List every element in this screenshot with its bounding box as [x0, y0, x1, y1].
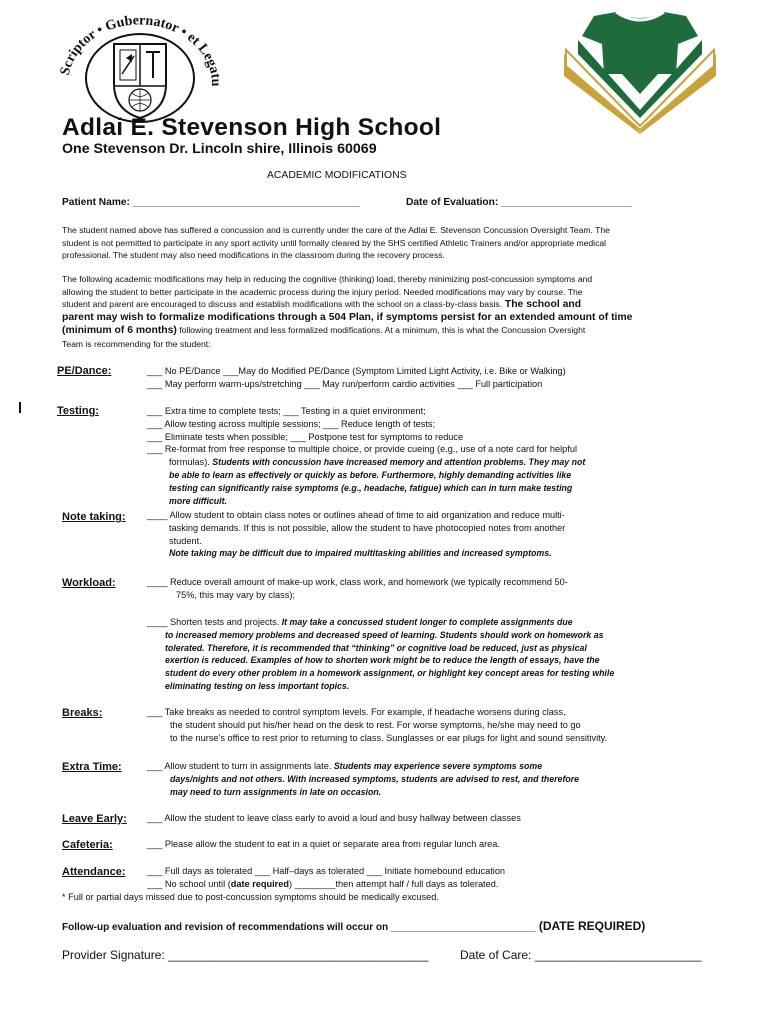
- pe-option-line[interactable]: ___ May perform warm-ups/stretching ___ May run/perform cardio activities ___ Full participation: [147, 378, 543, 389]
- intro1-line: professional. The student may also need modifications in the classroom during the recovery process.: [62, 250, 445, 261]
- date-of-evaluation-field[interactable]: Date of Evaluation: _______________________: [406, 197, 632, 208]
- note-option-line[interactable]: ____ Allow student to obtain class notes or outlines ahead of time to aid organization and reduce multi-: [147, 510, 565, 520]
- note-option-line: tasking demands. If this is not possible, allow the student to have photocopied notes from another: [169, 522, 566, 533]
- follow-up-text: Follow-up evaluation and revision of recommendations will occur on __________________________: [62, 922, 536, 933]
- school-seal-logo: [52, 14, 224, 124]
- extra-time-label: Extra Time:: [62, 761, 122, 773]
- attendance-footnote: * Full or partial days missed due to post-concussion symptoms should be medically excused.: [62, 892, 439, 902]
- intro2-line: following treatment and less formalized modifications. At a minimum, this is what the Concussion Oversight: [176, 325, 586, 336]
- workload-option-line[interactable]: ____ Shorten tests and projects.: [147, 617, 280, 627]
- workload-note: eliminating testing on less important topics.: [165, 680, 350, 691]
- workload-note: It may take a concussed student longer to complete assignments due: [279, 617, 573, 627]
- testing-label: Testing:: [57, 405, 99, 417]
- note-option-line: student.: [169, 535, 202, 546]
- date-of-care-field[interactable]: Date of Care: _________________________: [460, 948, 702, 962]
- attendance-option-line[interactable]: ___ No school until (: [147, 878, 231, 889]
- form-title: ACADEMIC MODIFICATIONS: [267, 170, 407, 181]
- attendance-option-line[interactable]: ___ Full days as tolerated ___ Half–days as tolerated ___ Initiate homebound education: [147, 866, 506, 876]
- intro1-line: The student named above has suffered a concussion and is currently under the care of the Adlai E. Stevenson Concussion Oversight Team. The: [62, 225, 610, 235]
- intro-paragraph-2: [62, 273, 722, 351]
- intro2-line: Team is recommending for the student:: [62, 338, 211, 349]
- margin-mark: [19, 402, 21, 413]
- intro2-line: allowing the student to better participate in the academic process during the injury period. Needed modifications may vary by course. The: [62, 286, 583, 297]
- breaks-option-line: to the nurse’s office to rest prior to returning to class. Sunglasses or ear plugs for light and sound sensitivity.: [170, 732, 608, 743]
- breaks-option-line: the student should put his/her head on the desk to rest. For worse symptoms, he/she may need to go: [170, 719, 581, 730]
- attendance-label: Attendance:: [62, 866, 126, 878]
- patient-name-field[interactable]: Patient Name: ________________________________________: [62, 197, 360, 208]
- extra-time-option-line[interactable]: ___ Allow student to turn in assignments late.: [147, 761, 332, 771]
- workload-note: tolerated. Therefore, it is recommended that “thinking” or cognitive load be reduced, just as physical: [165, 642, 587, 653]
- school-address: One Stevenson Dr. Lincoln shire, Illinois 60069: [62, 141, 377, 157]
- breaks-label: Breaks:: [62, 707, 103, 719]
- testing-option-line[interactable]: ___ Extra time to complete tests; ___ Testing in a quiet environment;: [147, 406, 426, 416]
- extra-time-note: days/nights and not others. With increased symptoms, students are advised to rest, and therefore: [170, 773, 580, 784]
- cafeteria-option[interactable]: ___ Please allow the student to eat in a quiet or separate area from regular lunch area.: [147, 839, 500, 849]
- leave-early-option[interactable]: ___ Allow the student to leave class early to avoid a loud and busy hallway between classes: [147, 813, 521, 823]
- breaks-options: [147, 706, 607, 744]
- testing-option-line: formulas).: [169, 457, 210, 468]
- testing-options: [147, 405, 585, 507]
- follow-up-line[interactable]: [62, 917, 645, 935]
- extra-time-note: may need to turn assignments in late on occasion.: [170, 786, 382, 797]
- intro-paragraph-1: [62, 224, 722, 262]
- workload-option-line: 75%, this may vary by class);: [176, 589, 295, 600]
- cafeteria-label: Cafeteria:: [62, 839, 113, 851]
- testing-option-line[interactable]: ___ Eliminate tests when possible; ___ Postpone test for symptoms to reduce: [147, 431, 464, 442]
- pe-option-line[interactable]: ___ No PE/Dance ___May do Modified PE/Dance (Symptom Limited Light Activity, i.e. Bike or Walking): [147, 366, 566, 376]
- note-taking-note: Note taking may be difficult due to impaired multitasking abilities and increased symptoms.: [169, 548, 552, 559]
- testing-option-line[interactable]: ___ Allow testing across multiple sessions; ___ Reduce length of tests;: [147, 418, 436, 429]
- extra-time-note: Students may experience severe symptoms some: [331, 761, 543, 771]
- workload-options-2: [147, 616, 614, 693]
- breaks-option-line[interactable]: ___ Take breaks as needed to control symptom levels. For example, if headache worsens during class,: [147, 707, 566, 717]
- note-taking-label: Note taking:: [62, 511, 126, 523]
- testing-note: more difficult.: [169, 495, 228, 506]
- attendance-options: [147, 865, 505, 891]
- intro2-line: The following academic modifications may help in reducing the cognitive (thinking) load, thereby minimizing post-concussion symptoms and: [62, 274, 593, 284]
- date-required-text: date required: [230, 878, 289, 889]
- chevron-logo: [560, 10, 720, 134]
- note-taking-options: [147, 509, 565, 560]
- extra-time-options: [147, 760, 579, 798]
- provider-signature-field[interactable]: Provider Signature: _______________________________________: [62, 948, 429, 962]
- pe-dance-label: PE/Dance:: [57, 365, 112, 377]
- workload-label: Workload:: [62, 577, 116, 589]
- workload-options-1: [147, 576, 568, 602]
- svg-text:Scriptor • Gubernator • et Leg: Scriptor • Gubernator • et Legatu: [57, 14, 224, 87]
- attendance-option-line: ) ________then attempt half / full days as tolerated.: [288, 878, 499, 889]
- testing-note: Students with concussion have increased memory and attention problems. They may not: [209, 457, 586, 468]
- intro2-line: student and parent are encouraged to discuss and establish modifications with the school on a class-by-class basis.: [62, 299, 502, 310]
- testing-option-line[interactable]: ___ Re-format from free response to multiple choice, or provide cueing (e.g., use of a note card for helpful: [147, 444, 577, 455]
- intro2-bold: The school and: [501, 299, 582, 311]
- workload-note: student do every other problem in a homework assignment, or highlight key concept areas for testing while: [165, 668, 615, 679]
- workload-note: to increased memory problems and decreased speed of learning. Students should work on homework as: [165, 629, 604, 640]
- leave-early-label: Leave Early:: [62, 813, 127, 825]
- date-required-label: (DATE REQUIRED): [535, 919, 646, 933]
- workload-option-line[interactable]: ____ Reduce overall amount of make-up work, class work, and homework (we typically recommend 50-: [147, 577, 568, 587]
- school-name: Adlai E. Stevenson High School: [62, 114, 442, 141]
- workload-note: exertion is reduced. Examples of how to shorten work might be to reduce the length of essays, have the: [165, 655, 600, 666]
- intro1-line: student is not permitted to participate in any sport activity until formally cleared by the SHS certified Athletic Trainers and/or appropriate medical: [62, 237, 607, 248]
- testing-note: be able to learn as effectively or quickly as before. Furthermore, highly demanding activities like: [169, 469, 572, 480]
- pe-dance-options: [147, 365, 566, 391]
- testing-note: testing can significantly raise symptoms (e.g., headache, fatigue) which can in turn make testing: [169, 482, 573, 493]
- intro2-bold-line: parent may wish to formalize modifications through a 504 Plan, if symptoms persist for an extended amount of time: [62, 311, 633, 323]
- intro2-bold: (minimum of 6 months): [62, 325, 177, 337]
